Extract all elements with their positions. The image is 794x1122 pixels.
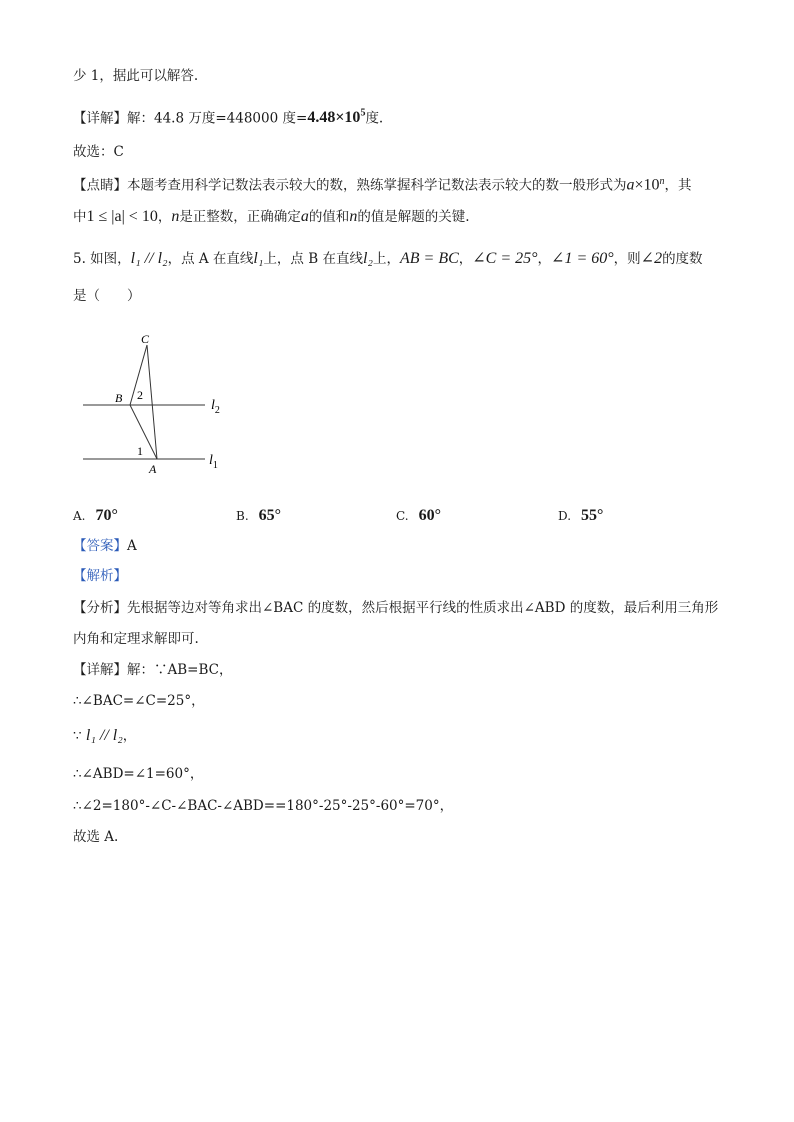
- label-l1: $l_1$: [209, 453, 218, 471]
- solution-step-4: ∴∠ABD=∠1=60°，: [73, 766, 204, 782]
- note-text: 是正整数，正确确定: [179, 209, 301, 225]
- math-angle-c: ∠C = 25°: [472, 250, 538, 267]
- label-a: A: [149, 462, 157, 476]
- answer-line: [73, 536, 137, 556]
- text-line-2: [73, 104, 383, 128]
- text-line-5: [73, 207, 470, 227]
- question-text: 上，: [372, 251, 400, 267]
- step-sep: ，: [122, 728, 137, 744]
- sci-notation: $4.48\times 10^5$: [307, 108, 366, 127]
- option-c[interactable]: [396, 506, 441, 526]
- option-d[interactable]: [558, 506, 603, 526]
- question-text: 的度数: [662, 251, 703, 267]
- math-angle-1: ∠1 = 60°: [551, 250, 614, 267]
- option-label: D.: [558, 509, 572, 523]
- math-ab-bc: AB = BC: [399, 250, 459, 267]
- question-text: 上，点 B 在直线: [263, 251, 363, 267]
- option-label: A.: [73, 509, 86, 523]
- label-l2: $l_2$: [211, 398, 220, 416]
- analysis-line-1: 【分析】先根据等边对等角求出∠BAC 的度数，然后根据平行线的性质求出∠ABD 的度数，最后利用三角形: [73, 600, 719, 616]
- geometry-figure: [75, 325, 235, 480]
- label-c: C: [141, 332, 150, 346]
- note-sep: ，: [157, 209, 172, 225]
- option-value: 65°: [258, 507, 282, 524]
- question-text: 5. 如图，: [73, 251, 131, 267]
- text-line-1: 少 1，据此可以解答.: [73, 68, 199, 84]
- question-sep: ，: [458, 251, 473, 267]
- label-b: B: [115, 391, 123, 405]
- analysis-heading: 【解析】: [73, 568, 127, 584]
- analysis-line-2: 内角和定理求解即可.: [73, 631, 199, 647]
- note-text: 中: [73, 209, 87, 225]
- text-line-4: [73, 172, 692, 196]
- solution-step-3: [73, 726, 136, 746]
- option-label: C.: [396, 509, 409, 523]
- math-range: 1 ≤ |a| < 10: [86, 208, 158, 225]
- answer-value: A: [127, 538, 137, 554]
- solution-step-1: 【详解】解：∵AB=BC，: [73, 662, 233, 678]
- math-n: n: [349, 208, 358, 225]
- label-angle-1: 1: [137, 444, 143, 458]
- option-b[interactable]: [236, 506, 281, 526]
- math-a: a: [300, 208, 309, 225]
- solution-text: 【详解】解：44.8 万度=448000 度=: [73, 110, 308, 127]
- option-value: 55°: [581, 507, 604, 524]
- question-5-line-2: 是（ ）: [73, 288, 141, 304]
- note-text: 的值是解题的关键.: [357, 209, 470, 225]
- note-text: 的值和: [308, 209, 350, 225]
- option-value: 60°: [418, 507, 441, 524]
- math-l1: l₁: [253, 250, 264, 267]
- math-l2: l₂: [362, 250, 373, 267]
- solution-step-5: ∴∠2=180°-∠C-∠BAC-∠ABD==180°-25°-25°-60°=70°，: [73, 798, 454, 814]
- math-n: n: [659, 176, 665, 187]
- question-5-line-1: [73, 249, 703, 269]
- option-value: 70°: [95, 507, 118, 524]
- unit-text: 度.: [365, 110, 384, 127]
- solution-step-6: 故选 A.: [73, 829, 119, 845]
- math-angle-2: ∠2: [640, 250, 663, 267]
- question-sep: ，: [537, 251, 552, 267]
- answer-heading: 【答案】: [73, 538, 127, 554]
- label-angle-2: 2: [137, 388, 143, 402]
- option-a[interactable]: [73, 506, 118, 526]
- because-symbol: ∵: [73, 728, 86, 744]
- solution-step-2: ∴∠BAC=∠C=25°，: [73, 693, 205, 709]
- question-text: ，则: [613, 251, 641, 267]
- option-label: B.: [236, 509, 249, 523]
- math-n: n: [171, 208, 180, 225]
- text-line-3: 故选：C: [73, 144, 124, 160]
- note-text: 【点睛】本题考查用科学记数法表示较大的数，熟练掌握科学记数法表示较大的数一般形式为: [73, 177, 627, 194]
- math-a: a: [626, 176, 635, 194]
- note-text-end: ，其: [664, 177, 692, 194]
- question-text: ，点 A 在直线: [167, 251, 254, 267]
- math-parallel: l₁ // l₂: [130, 250, 168, 267]
- math-parallel: l₁ // l₂: [85, 727, 123, 744]
- math-times-ten: ×10: [634, 176, 660, 194]
